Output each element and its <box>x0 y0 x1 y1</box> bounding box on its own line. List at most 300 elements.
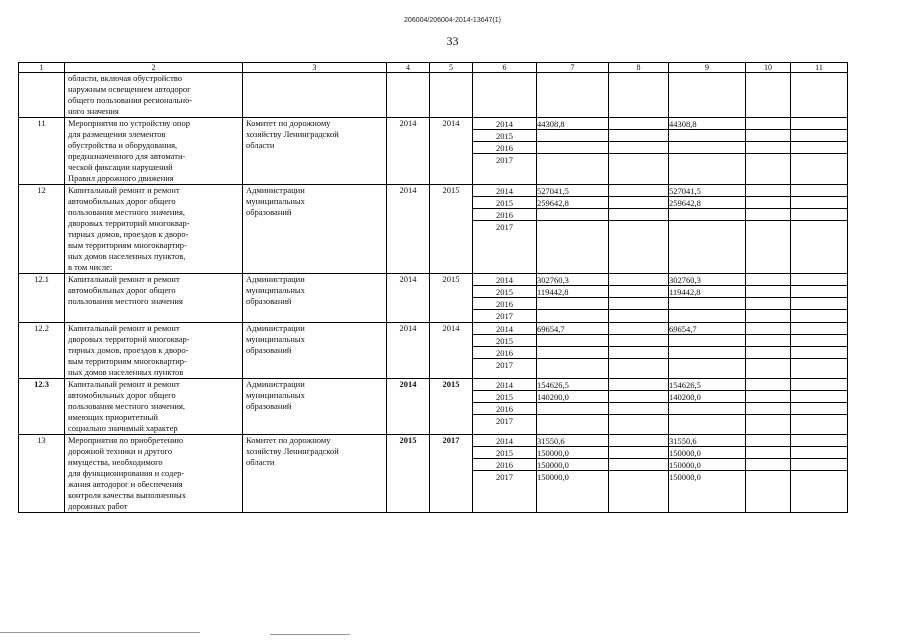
year-line <box>609 221 668 233</box>
text-line: тирных домов, проездов к дворо- <box>68 229 189 239</box>
year-line <box>609 298 668 310</box>
year-line <box>791 118 847 130</box>
row-number: 12.2 <box>19 323 65 379</box>
year-line <box>537 403 608 415</box>
local-funding <box>746 323 791 379</box>
year-line <box>669 142 745 154</box>
year-line: 2016 <box>473 142 536 154</box>
start-year: 2014 <box>387 185 430 274</box>
year-line <box>537 335 608 347</box>
text-line: тирных домов, проездов к дворо- <box>68 345 189 355</box>
year-line: 2014 <box>473 379 536 391</box>
year-line: 2014 <box>473 118 536 130</box>
local-funding <box>746 185 791 274</box>
total-funding <box>537 379 609 435</box>
text-line: Администрации <box>246 274 305 284</box>
year-line <box>537 221 608 233</box>
year-line <box>669 130 745 142</box>
other-funding <box>791 185 848 274</box>
year-line <box>537 359 608 371</box>
text-line: ных домов населенных пунктов <box>68 367 184 377</box>
year-line <box>609 335 668 347</box>
text-line: муниципальных <box>246 196 305 206</box>
year-line <box>746 185 790 197</box>
start-year: 2014 <box>387 274 430 323</box>
local-funding <box>746 73 791 118</box>
year-line <box>791 310 847 322</box>
year-line <box>609 323 668 335</box>
year-line <box>791 221 847 233</box>
text-line: автомобильных дорог общего <box>68 196 176 206</box>
text-line: предназначенного для автомати- <box>68 151 186 161</box>
year-line: 2016 <box>473 298 536 310</box>
executor <box>243 185 387 274</box>
funding-years <box>473 118 537 185</box>
text-line: для размещения элементов <box>68 129 166 139</box>
year-line <box>746 435 790 447</box>
year-line: 2017 <box>496 155 513 165</box>
year-line: 150000,0 <box>537 459 608 471</box>
column-number-10: 10 <box>746 63 791 73</box>
year-line <box>609 274 668 286</box>
table-row <box>19 73 848 118</box>
year-line <box>746 447 790 459</box>
year-line <box>746 391 790 403</box>
start-year: 2014 <box>387 118 430 185</box>
local-funding <box>746 118 791 185</box>
year-line <box>669 209 745 221</box>
year-line: 259642,8 <box>669 197 745 209</box>
row-number: 12.1 <box>19 274 65 323</box>
other-funding <box>791 323 848 379</box>
text-line: Капитальный ремонт и ремонт <box>68 323 180 333</box>
year-line <box>791 197 847 209</box>
end-year: 2015 <box>430 379 473 435</box>
text-line: вым территориям многоквартир- <box>68 240 187 250</box>
year-line: 2016 <box>473 403 536 415</box>
start-year: 2015 <box>387 435 430 513</box>
year-line: 2017 <box>496 416 513 426</box>
year-line <box>537 347 608 359</box>
column-number-1: 1 <box>19 63 65 73</box>
year-line <box>791 471 847 483</box>
year-line <box>746 403 790 415</box>
text-line: образований <box>246 401 292 411</box>
year-line <box>746 323 790 335</box>
year-line: 44308,8 <box>669 118 745 130</box>
column-number-8: 8 <box>609 63 669 73</box>
text-line: общего пользования регионально- <box>68 95 193 105</box>
column-number-7: 7 <box>537 63 609 73</box>
text-line: области, включая обустройство <box>68 73 182 83</box>
scan-line-artifact <box>0 632 200 633</box>
regional-funding <box>669 185 746 274</box>
executor <box>243 274 387 323</box>
text-line: жания автодорог и обеспечения <box>68 479 183 489</box>
year-line <box>791 286 847 298</box>
year-line <box>609 415 668 427</box>
total-funding <box>537 185 609 274</box>
year-line <box>609 197 668 209</box>
measure-description <box>65 323 243 379</box>
executor <box>243 118 387 185</box>
text-line: социально значимый характер <box>68 423 178 433</box>
year-line: 2017 <box>496 360 513 370</box>
local-funding <box>746 435 791 513</box>
year-line <box>669 415 745 427</box>
year-line <box>791 274 847 286</box>
year-line <box>791 391 847 403</box>
year-line <box>746 459 790 471</box>
year-line <box>669 347 745 359</box>
text-line: дорожной техники и другого <box>68 446 173 456</box>
start-year <box>387 73 430 118</box>
year-line <box>746 310 790 322</box>
year-line <box>537 209 608 221</box>
year-line <box>537 298 608 310</box>
table-row <box>19 435 848 513</box>
year-line: 2015 <box>473 197 536 209</box>
year-line <box>746 209 790 221</box>
text-line: пользования местного значения <box>68 296 183 306</box>
local-funding <box>746 379 791 435</box>
funding-years <box>473 435 537 513</box>
text-line: наружным освещением автодорог <box>68 84 191 94</box>
year-line: 527041,5 <box>669 185 745 197</box>
year-line <box>791 323 847 335</box>
year-line <box>609 347 668 359</box>
text-line: образований <box>246 207 292 217</box>
text-line: автомобильных дорог общего <box>68 285 176 295</box>
total-funding <box>537 73 609 118</box>
column-number-9: 9 <box>669 63 746 73</box>
regional-funding <box>669 323 746 379</box>
year-line: 302760,3 <box>669 274 745 286</box>
year-line <box>746 197 790 209</box>
year-line: 2014 <box>473 323 536 335</box>
regional-funding <box>669 435 746 513</box>
year-line <box>746 335 790 347</box>
year-line <box>609 403 668 415</box>
year-line: 31550,6 <box>669 435 745 447</box>
text-line: для функционирования и содер- <box>68 468 185 478</box>
column-number-4: 4 <box>387 63 430 73</box>
text-line: хозяйству Ленинградской <box>246 446 339 456</box>
year-line <box>791 185 847 197</box>
column-number-2: 2 <box>65 63 243 73</box>
other-funding <box>791 118 848 185</box>
year-line: 2016 <box>473 459 536 471</box>
year-line <box>537 130 608 142</box>
year-line <box>746 221 790 233</box>
federal-funding <box>609 435 669 513</box>
year-line <box>746 347 790 359</box>
text-line: Комитет по дорожному <box>246 435 331 445</box>
end-year: 2014 <box>430 323 473 379</box>
year-line <box>791 298 847 310</box>
year-line: 302760,3 <box>537 274 608 286</box>
document-id: 206004/206004-2014-13647(1) <box>404 17 501 24</box>
year-line <box>746 274 790 286</box>
text-line: Капитальный ремонт и ремонт <box>68 379 180 389</box>
year-line <box>537 310 608 322</box>
executor <box>243 379 387 435</box>
year-line <box>791 154 847 166</box>
end-year: 2014 <box>430 118 473 185</box>
end-year <box>430 73 473 118</box>
year-line <box>609 359 668 371</box>
year-line: 2015 <box>473 447 536 459</box>
year-line: 2015 <box>473 335 536 347</box>
year-line: 140200,0 <box>669 391 745 403</box>
year-line <box>791 459 847 471</box>
text-line: Правил дорожного движения <box>68 173 174 183</box>
year-line <box>609 310 668 322</box>
measure-description <box>65 73 243 118</box>
year-line: 2016 <box>473 347 536 359</box>
text-line: хозяйству Ленинградской <box>246 129 339 139</box>
year-line <box>609 286 668 298</box>
year-line: 527041,5 <box>537 185 608 197</box>
text-line: Мероприятия по устройству опор <box>68 118 190 128</box>
year-line <box>537 142 608 154</box>
year-line: 2017 <box>496 472 513 482</box>
year-line <box>669 403 745 415</box>
year-line <box>609 471 668 483</box>
year-line <box>746 142 790 154</box>
text-line: Администрации <box>246 323 305 333</box>
regional-funding <box>669 274 746 323</box>
year-line <box>791 403 847 415</box>
funding-years <box>473 73 537 118</box>
regional-funding <box>669 379 746 435</box>
year-line: 2015 <box>473 130 536 142</box>
text-line: образований <box>246 345 292 355</box>
text-line: муниципальных <box>246 390 305 400</box>
scan-line-artifact <box>270 634 350 635</box>
start-year: 2014 <box>387 323 430 379</box>
year-line: 44308,8 <box>537 118 608 130</box>
year-line <box>746 359 790 371</box>
text-line: имущества, необходимого <box>68 457 163 467</box>
year-line: 154626,5 <box>669 379 745 391</box>
year-line <box>669 298 745 310</box>
year-line: 69654,7 <box>537 323 608 335</box>
year-line <box>669 335 745 347</box>
year-line <box>791 130 847 142</box>
text-line: Администрации <box>246 185 305 195</box>
text-line: автомобильных дорог общего <box>68 390 176 400</box>
column-number-11: 11 <box>791 63 848 73</box>
text-line: Комитет по дорожному <box>246 118 331 128</box>
text-line: дорожных работ <box>68 501 128 511</box>
year-line <box>609 130 668 142</box>
year-line <box>669 310 745 322</box>
year-line: 150000,0 <box>669 472 701 482</box>
year-line <box>609 154 668 166</box>
year-line: 119442,8 <box>669 286 745 298</box>
year-line <box>791 435 847 447</box>
federal-funding <box>609 118 669 185</box>
executor <box>243 73 387 118</box>
text-line: Мероприятия по приобретению <box>68 435 184 445</box>
year-line <box>746 154 790 166</box>
text-line: пользования местного значения, <box>68 207 185 217</box>
table-row <box>19 118 848 185</box>
year-line <box>746 118 790 130</box>
executor <box>243 323 387 379</box>
year-line <box>791 142 847 154</box>
total-funding <box>537 323 609 379</box>
column-number-3: 3 <box>243 63 387 73</box>
year-line <box>669 221 745 233</box>
text-line: Капитальный ремонт и ремонт <box>68 185 180 195</box>
year-line: 2016 <box>473 209 536 221</box>
total-funding <box>537 118 609 185</box>
text-line: ного значения <box>68 106 119 116</box>
federal-funding <box>609 323 669 379</box>
year-line <box>791 447 847 459</box>
year-line: 150000,0 <box>669 459 745 471</box>
end-year: 2017 <box>430 435 473 513</box>
year-line: 31550,6 <box>537 435 608 447</box>
year-line: 154626,5 <box>537 379 608 391</box>
year-line: 2014 <box>473 185 536 197</box>
table-row <box>19 185 848 274</box>
text-line: ческой фиксации нарушений <box>68 162 173 172</box>
table-row <box>19 379 848 435</box>
column-number-5: 5 <box>430 63 473 73</box>
year-line <box>609 391 668 403</box>
year-line <box>746 379 790 391</box>
year-line: 150000,0 <box>537 472 569 482</box>
other-funding <box>791 379 848 435</box>
year-line <box>791 335 847 347</box>
executor <box>243 435 387 513</box>
funding-years <box>473 323 537 379</box>
row-number: 12 <box>19 185 65 274</box>
year-line: 2017 <box>496 311 513 321</box>
start-year: 2014 <box>387 379 430 435</box>
year-line: 140200,0 <box>537 391 608 403</box>
end-year: 2015 <box>430 185 473 274</box>
year-line: 2015 <box>473 391 536 403</box>
federal-funding <box>609 379 669 435</box>
year-line <box>746 130 790 142</box>
text-line: образований <box>246 296 292 306</box>
column-number-6: 6 <box>473 63 537 73</box>
year-line: 259642,8 <box>537 197 608 209</box>
measure-description <box>65 379 243 435</box>
text-line: Капитальный ремонт и ремонт <box>68 274 180 284</box>
year-line <box>746 471 790 483</box>
year-line <box>609 459 668 471</box>
year-line <box>746 286 790 298</box>
measure-description <box>65 185 243 274</box>
year-line: 2017 <box>496 222 513 232</box>
text-line: имеющих приоритетный <box>68 412 158 422</box>
total-funding <box>537 435 609 513</box>
column-number-row <box>19 63 848 73</box>
table-row <box>19 323 848 379</box>
federal-funding <box>609 185 669 274</box>
other-funding <box>791 274 848 323</box>
year-line <box>609 185 668 197</box>
year-line: 2015 <box>473 286 536 298</box>
text-line: области <box>246 140 275 150</box>
year-line <box>537 415 608 427</box>
text-line: контроля качества выполненных <box>68 490 186 500</box>
funding-years <box>473 185 537 274</box>
federal-funding <box>609 73 669 118</box>
text-line: области <box>246 457 275 467</box>
table-row <box>19 274 848 323</box>
text-line: Администрации <box>246 379 305 389</box>
year-line: 2014 <box>473 274 536 286</box>
year-line <box>746 298 790 310</box>
text-line: вым территориям многоквартир- <box>68 356 187 366</box>
year-line <box>609 435 668 447</box>
year-line: 150000,0 <box>537 447 608 459</box>
year-line <box>669 154 745 166</box>
total-funding <box>537 274 609 323</box>
program-table <box>18 62 848 513</box>
other-funding <box>791 435 848 513</box>
year-line <box>791 347 847 359</box>
year-line <box>791 379 847 391</box>
federal-funding <box>609 274 669 323</box>
year-line <box>791 359 847 371</box>
measure-description <box>65 118 243 185</box>
row-number: 12.3 <box>19 379 65 435</box>
year-line: 119442,8 <box>537 286 608 298</box>
funding-years <box>473 379 537 435</box>
year-line: 2014 <box>473 435 536 447</box>
row-number: 13 <box>19 435 65 513</box>
regional-funding <box>669 118 746 185</box>
year-line <box>609 447 668 459</box>
year-line <box>791 209 847 221</box>
year-line <box>609 379 668 391</box>
text-line: муниципальных <box>246 285 305 295</box>
year-line <box>609 118 668 130</box>
local-funding <box>746 274 791 323</box>
funding-years <box>473 274 537 323</box>
year-line <box>791 415 847 427</box>
text-line: муниципальных <box>246 334 305 344</box>
page-number: 33 <box>446 34 459 48</box>
year-line <box>746 415 790 427</box>
text-line: обустройства и оборудования, <box>68 140 178 150</box>
text-line: в том числе: <box>68 262 113 272</box>
text-line: дворовых территорий многоквар- <box>68 218 190 228</box>
year-line: 69654,7 <box>669 323 745 335</box>
year-line <box>669 359 745 371</box>
year-line: 150000,0 <box>669 447 745 459</box>
end-year: 2015 <box>430 274 473 323</box>
measure-description <box>65 274 243 323</box>
row-number <box>19 73 65 118</box>
row-number: 11 <box>19 118 65 185</box>
text-line: пользования местного значения, <box>68 401 185 411</box>
year-line <box>537 154 608 166</box>
text-line: дворовых территорий многоквар- <box>68 334 190 344</box>
measure-description <box>65 435 243 513</box>
text-line: ных домов населенных пунктов, <box>68 251 186 261</box>
regional-funding <box>669 73 746 118</box>
year-line <box>609 209 668 221</box>
year-line <box>609 142 668 154</box>
